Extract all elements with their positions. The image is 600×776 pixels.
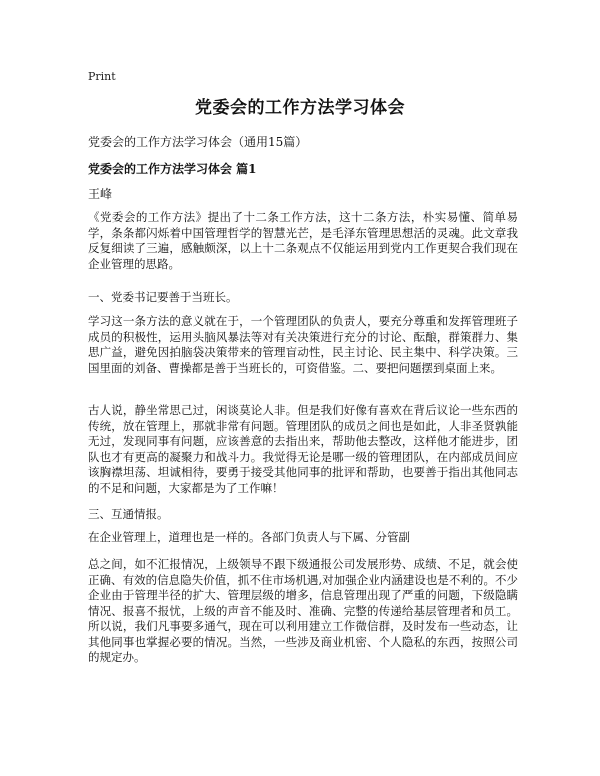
paragraph-point-3-a: 在企业管理上，道理也是一样的。各部门负责人与下属、分管副 — [88, 530, 410, 544]
page-title: 党委会的工作方法学习体会 — [195, 98, 405, 118]
author-name: 王峰 — [88, 187, 113, 201]
paragraph-point-1: 学习这一条方法的意义就在于，一个管理团队的负责人，要充分尊重和发挥管理班子成员的积极性，运用头脑风暴法等对有关决策进行充分的讨论、酝酿，群策群力、集思广益，避免因拍脑袋决策带来的管理盲动性，民主讨论、民主集中、科学决策。三国里面的刘备、曹操都是善于当班长的，可资借鉴。二、要把问题摆到桌面上来。 — [88, 314, 518, 375]
paragraph-point-3-b: 总之间，如不汇报情况，上级领导不跟下级通报公司发展形势、成绩、不足，就会使正确、有效的信息隐失价值，抓不住市场机遇,对加强企业内涵建设也是不利的。不少企业由于管理半径的扩大、管理层级的增多，信息管理出现了严重的问题，下级隐瞒情况、报喜不报忧，上级的声音不能及时、准确、完整的传递给基层管理者和员工。所以说，我们凡事要多通气，现在可以利用建立工作微信群，及时发布一些动态，让其他同事也掌握必要的情况。当然，一些涉及商业机密、个人隐私的东西，按照公司的规定办。 — [88, 557, 518, 664]
paragraph-point-2: 古人说，静坐常思己过，闲谈莫论人非。但是我们好像有喜欢在背后议论一些东西的传统，放在管理上，那就非常有问题。管理团队的成员之间也是如此，人非圣贤孰能无过，发现同事有问题，应该善意的去指出来，帮助他去整改，这样他才能进步，团队也才有更高的凝聚力和战斗力。我觉得无论是哪一级的管理团队，在内部成员间应该胸襟坦荡、坦诚相待，要勇于接受其他同事的批评和帮助，也要善于指出其他同志的不足和问题，大家都是为了工作嘛！ — [88, 403, 518, 495]
section-heading: 党委会的工作方法学习体会 篇1 — [88, 162, 257, 176]
print-label: Print — [88, 70, 116, 83]
heading-point-1: 一、党委书记要善于当班长。 — [88, 290, 238, 304]
heading-point-3: 三、互通情报。 — [88, 507, 169, 521]
paragraph-intro: 《党委会的工作方法》提出了十二条工作方法，这十二条方法，朴实易懂、简单易学，条条都闪烁着中国管理哲学的智慧光芒，是毛泽东管理思想活的灵魂。此文章我反复细读了三遍，感触颇深，以上十二条观点不仅能运用到党内工作更契合我们现在企业管理的思路。 — [88, 210, 518, 271]
document-subtitle: 党委会的工作方法学习体会（通用15篇） — [88, 135, 308, 149]
